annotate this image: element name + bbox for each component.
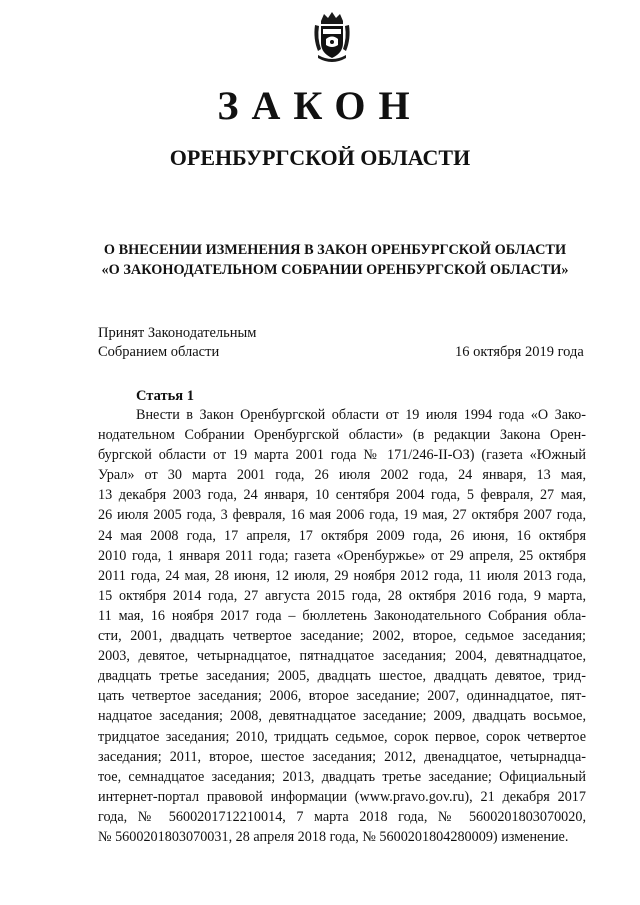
adoption-note: [98, 324, 256, 362]
article-line: надцатое заседания; 2008, девятнадцатое заседание; 2009, двадцать восьмое,: [98, 708, 586, 725]
adoption-note-line-2: Собранием области: [98, 344, 220, 360]
article-line: 2010 года, 1 января 2011 года; газета «Оренбуржье» от 29 апреля, 25 октября: [98, 547, 586, 564]
article-line: цать четвертое заседания; 2006, второе заседание; 2007, одиннадцатое, пят-: [98, 688, 586, 705]
article-line: 2011 года, 24 мая, 28 июня, 12 июля, 29 ноября 2012 года, 11 июля 2013 года,: [98, 567, 586, 584]
article-line: № 5600201803070031, 28 апреля 2018 года, № 5600201804280009) изменение.: [98, 828, 569, 845]
document-title-line-1: О ВНЕСЕНИИ ИЗМЕНЕНИЯ В ЗАКОН ОРЕНБУРГСКОЙ ОБЛАСТИ: [103, 242, 567, 258]
adoption-note-line-1: Принят Законодательным: [98, 325, 257, 341]
article-line: бургской области от 19 марта 2001 года № 171/246-II-ОЗ) (газета «Южный: [98, 447, 586, 464]
article-line: 11 мая, 16 ноября 2017 года – бюллетень Законодательного Собрания обла-: [98, 607, 586, 624]
law-title: ЗАКОН: [217, 83, 423, 128]
article-line: заседания; 2011, второе, шестое заседания; 2012, двенадцатое, четырнадца-: [98, 748, 586, 765]
article-body: [98, 405, 586, 847]
document-title: [90, 240, 580, 280]
document-title-line-2: «О ЗАКОНОДАТЕЛЬНОМ СОБРАНИИ ОРЕНБУРГСКОЙ ОБЛАСТИ»: [101, 262, 569, 278]
article-line: 13 декабря 2003 года, 24 января, 10 сентября 2004 года, 5 февраля, 27 мая,: [98, 487, 586, 504]
coat-of-arms-emblem: [312, 11, 352, 63]
article-heading: Статья 1: [136, 388, 194, 404]
article-line: нодательном Собрании Оренбургской области» (в редакции Закона Орен-: [98, 427, 586, 444]
article-line: 15 октября 2014 года, 27 августа 2015 года, 28 октября 2016 года, 9 марта,: [98, 587, 586, 604]
article-line: тое, семнадцатое заседания; 2013, двадцать третье заседание; Официальный: [98, 768, 586, 785]
orenburg-coat-of-arms-icon: [312, 11, 352, 63]
article-line: тридцатое заседания; 2010, тридцать седьмое, сорок первое, сорок четвертое: [98, 728, 586, 745]
article-line: интернет-портал правовой информации (www.pravo.gov.ru), 21 декабря 2017: [98, 788, 586, 805]
article-line: 24 мая 2008 года, 17 апреля, 17 октября 2009 года, 26 июня, 16 октября: [98, 527, 586, 544]
article-line: двадцать третье заседания; 2005, двадцать шестое, двадцать девятое, трид-: [98, 668, 586, 685]
article-line: 2003, девятое, четырнадцатое, пятнадцатое заседания; 2004, девятнадцатое,: [98, 648, 586, 665]
article-line: года, № 5600201712210014, 7 марта 2018 года, № 5600201803070020,: [98, 808, 586, 825]
article-line: Внести в Закон Оренбургской области от 19 июля 1994 года «О Зако-: [136, 407, 586, 423]
article-line: 26 июля 2005 года, 3 февраля, 16 мая 2006 года, 19 мая, 27 октября 2007 года,: [98, 507, 586, 524]
article-line: Урал» от 30 марта 2001 года, 26 июля 2002 года, 24 января, 13 мая,: [98, 467, 586, 484]
law-region-subtitle: ОРЕНБУРГСКОЙ ОБЛАСТИ: [169, 145, 471, 170]
adoption-date: 16 октября 2019 года: [455, 344, 584, 360]
article-line: сти, 2001, двадцать четвертое заседание; 2002, второе, седьмое заседания;: [98, 628, 586, 645]
